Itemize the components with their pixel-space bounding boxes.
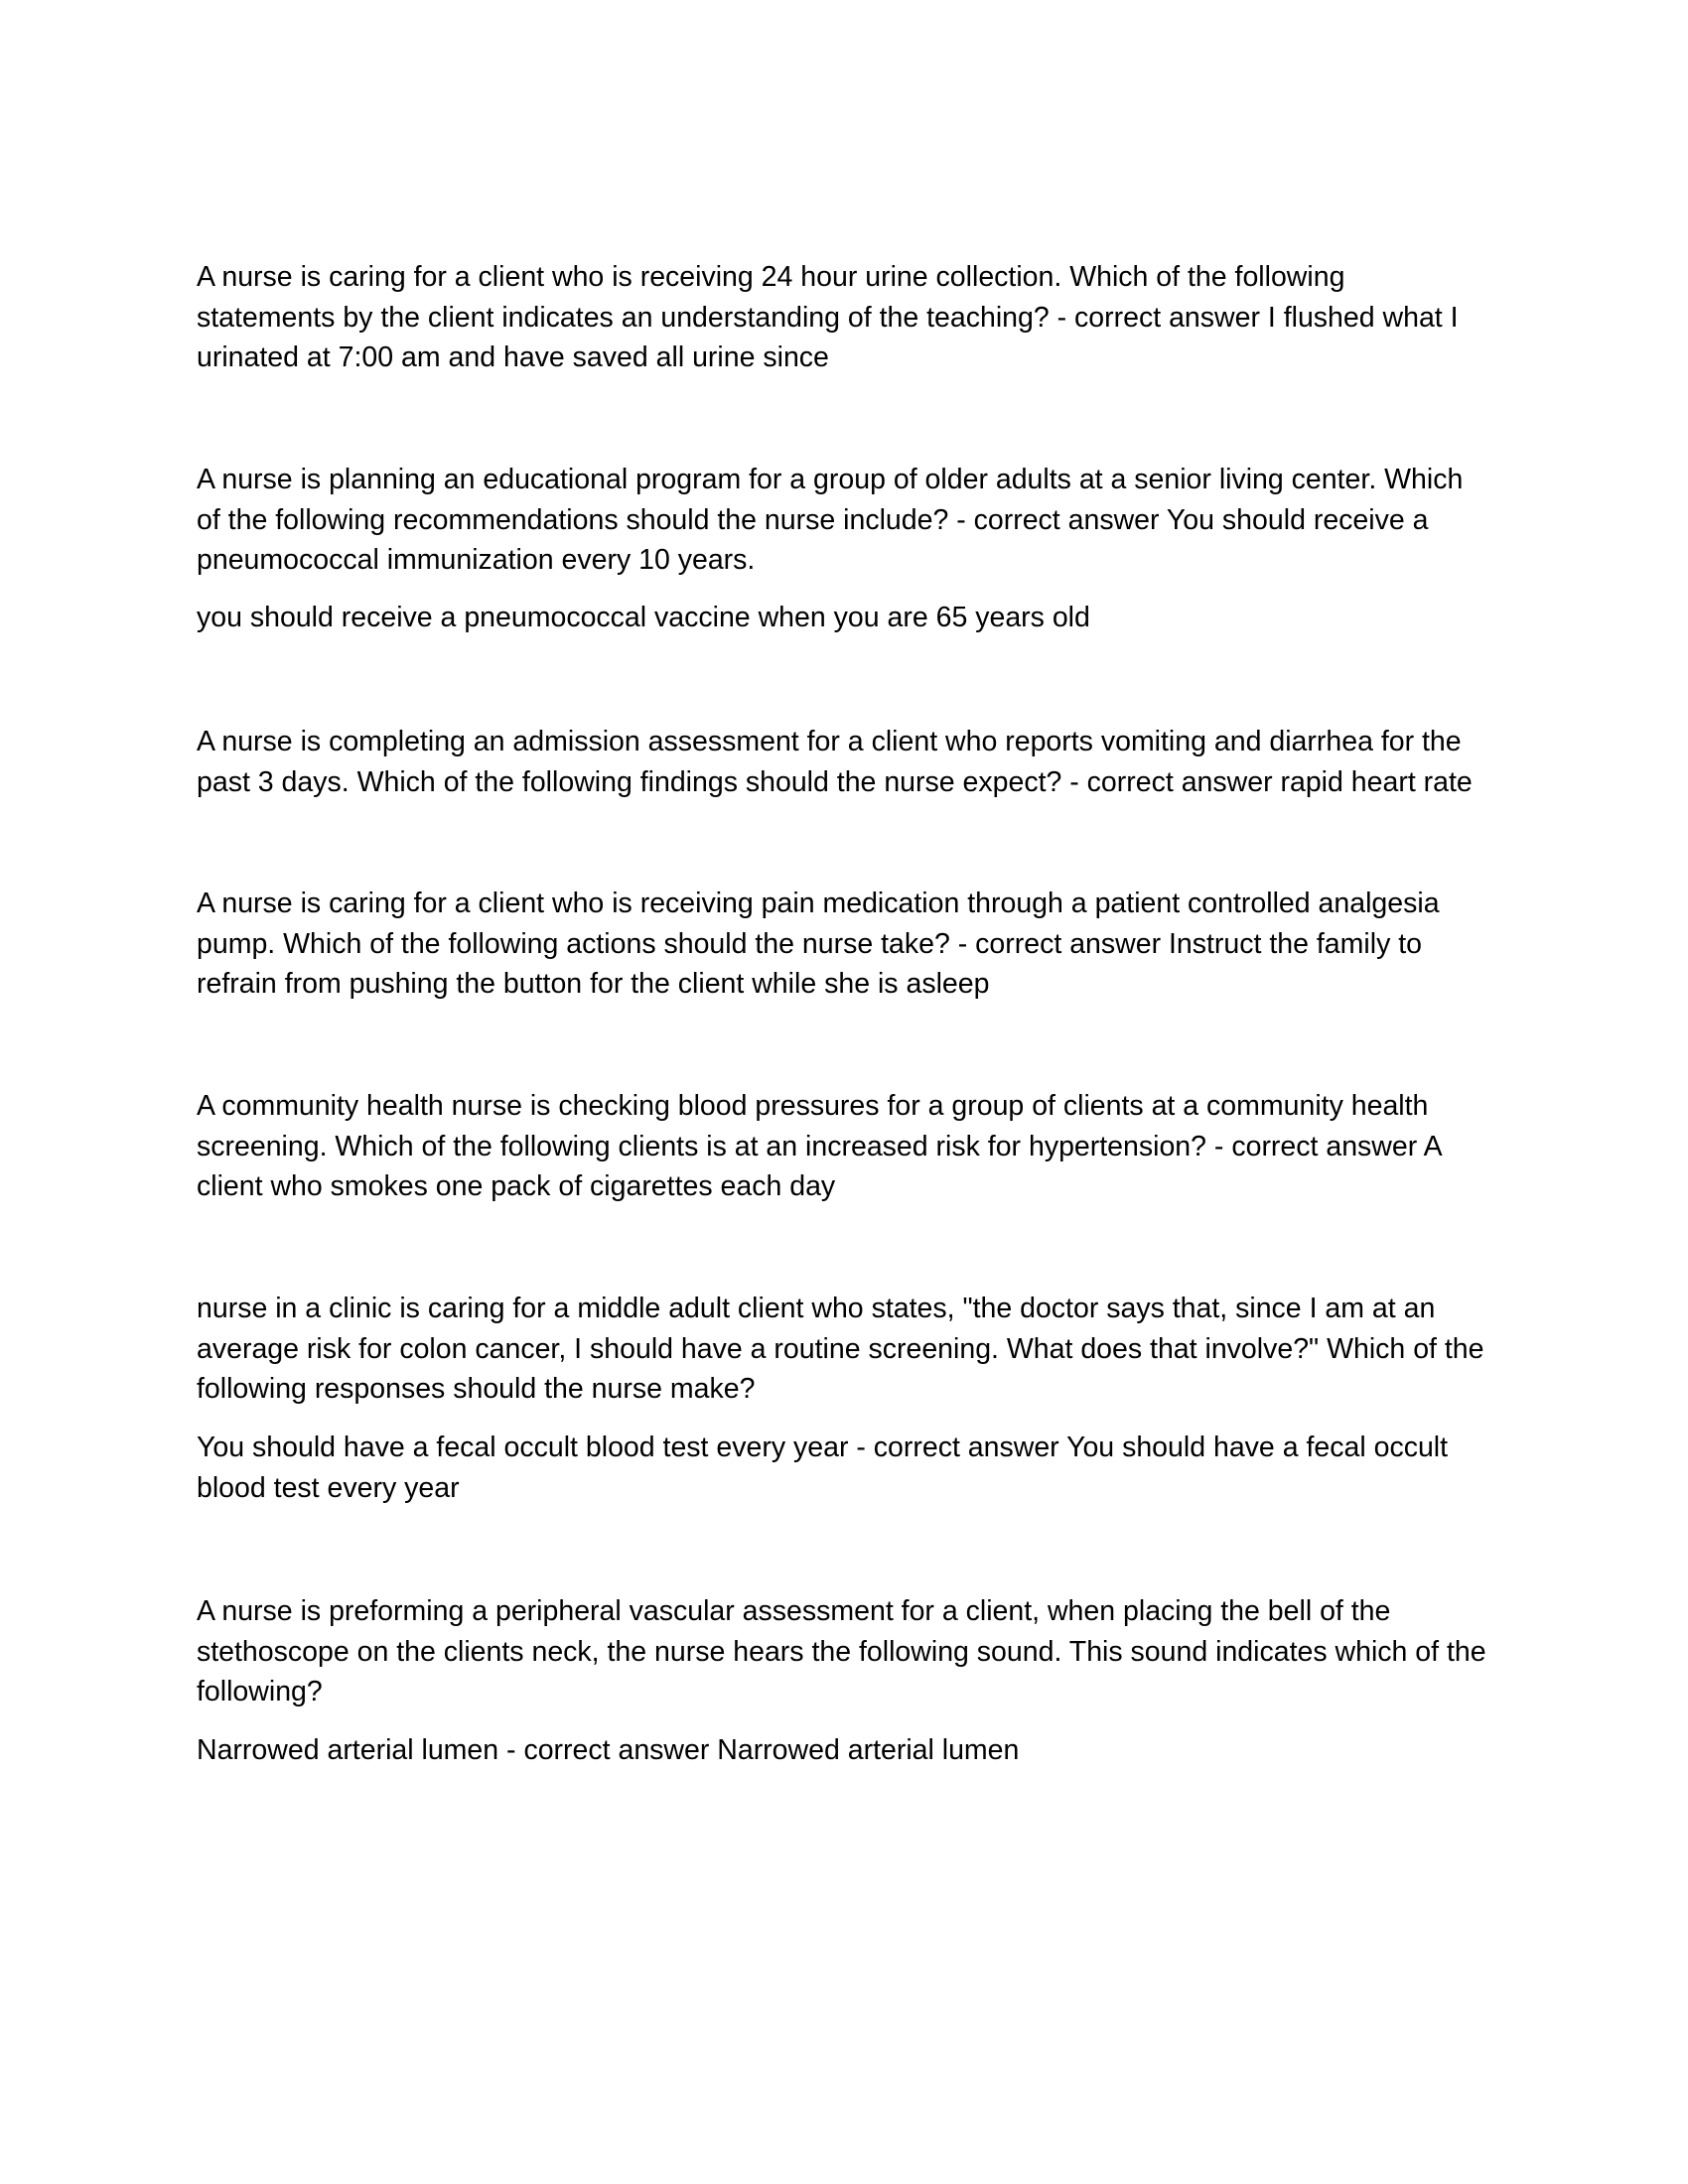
question-2-paragraph: A nurse is planning an educational program for a group of older adults at a senior living center. Which of the following recommendations should the nurse include? - correct answer You should receive a pneumococcal immunization every 10 years. [197,464,1464,576]
question-1-paragraph: A nurse is caring for a client who is receiving 24 hour urine collection. Which of the following statements by the client indicates an understanding of the teaching? - correct answer I flushed what I urinated at 7:00 am and have saved all urine since [197,261,1459,373]
question-7-paragraph: A nurse is preforming a peripheral vascular assessment for a client, when placing the bell of the stethoscope on the clients neck, the nurse hears the following sound. This sound indicates which of the following? [197,1595,1486,1707]
question-6-answer: You should have a fecal occult blood test every year - correct answer You should have a fecal occult blood test every year [197,1432,1449,1504]
question-2-additional-answer: you should receive a pneumococcal vaccine when you are 65 years old [197,602,1090,633]
question-5-paragraph: A community health nurse is checking blood pressures for a group of clients at a community health screening. Which of the following clients is at an increased risk for hypertension? - correct answer A client who smokes one pack of cigarettes each day [197,1090,1442,1202]
question-6-paragraph: nurse in a clinic is caring for a middle adult client who states, "the doctor says that, since I am at an average risk for colon cancer, I should have a routine screening. What does that involve?" Which of the following responses should the nurse make? [197,1293,1484,1405]
question-3-paragraph: A nurse is completing an admission assessment for a client who reports vomiting and diarrhea for the past 3 days. Which of the following findings should the nurse expect? - correct answer rapid heart rate [197,726,1473,798]
question-4-paragraph: A nurse is caring for a client who is receiving pain medication through a patient controlled analgesia pump. Which of the following actions should the nurse take? - correct answer Instruct the family to refrain from pushing the button for the client while she is asleep [197,887,1440,1000]
question-7-answer: Narrowed arterial lumen - correct answer Narrowed arterial lumen [197,1734,1020,1766]
